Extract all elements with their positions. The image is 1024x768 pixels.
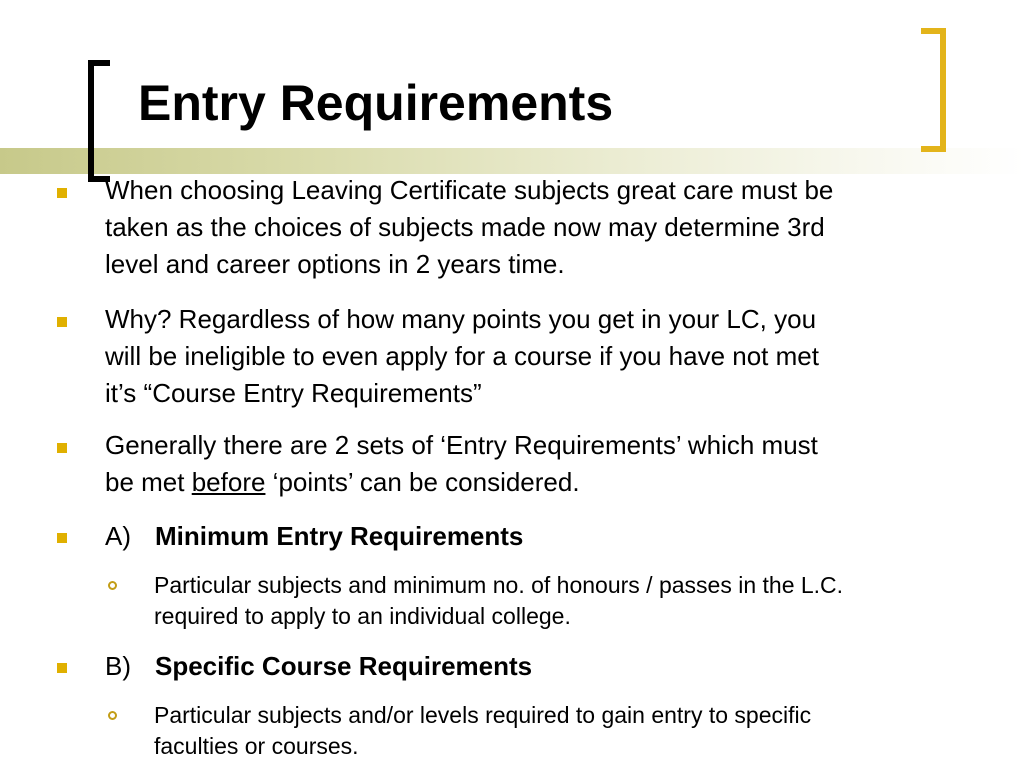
bullet-text <box>105 518 1005 555</box>
slide-title: Entry Requirements <box>138 75 614 131</box>
text-line <box>105 464 1005 501</box>
text-line: taken as the choices of subjects made now may determine 3rd <box>105 212 825 242</box>
left-bracket-decoration <box>86 60 112 182</box>
sub-bullet-text <box>154 570 1004 632</box>
sub-bullet-text <box>154 700 1004 762</box>
bullet-text <box>105 301 1005 412</box>
text-segment: be met <box>105 467 192 497</box>
item-heading: Minimum Entry Requirements <box>155 521 524 551</box>
text-line: required to apply to an individual college. <box>154 603 571 629</box>
square-bullet-icon <box>57 663 67 673</box>
right-bracket-decoration <box>918 28 948 152</box>
text-line: Particular subjects and minimum no. of honours / passes in the L.C. <box>154 572 844 598</box>
square-bullet-icon <box>57 188 67 198</box>
header-band <box>0 148 1024 174</box>
text-line: When choosing Leaving Certificate subjects great care must be <box>105 175 834 205</box>
text-line: level and career options in 2 years time. <box>105 249 565 279</box>
bullet-text <box>105 172 1005 283</box>
text-line: it’s “Course Entry Requirements” <box>105 378 482 408</box>
item-prefix: A) <box>105 521 131 551</box>
text-line: Why? Regardless of how many points you get in your LC, you <box>105 304 817 334</box>
text-line: faculties or courses. <box>154 733 359 759</box>
bullet-text <box>105 648 1005 685</box>
text-line: Particular subjects and/or levels required to gain entry to specific <box>154 702 812 728</box>
circle-bullet-icon <box>108 711 117 720</box>
circle-bullet-icon <box>108 581 117 590</box>
square-bullet-icon <box>57 317 67 327</box>
underlined-emphasis: before <box>191 467 266 497</box>
text-line: will be ineligible to even apply for a course if you have not met <box>105 341 819 371</box>
bullet-text <box>105 427 1005 501</box>
item-prefix: B) <box>105 651 131 681</box>
item-heading: Specific Course Requirements <box>155 651 533 681</box>
text-segment: ‘points’ can be considered. <box>265 467 580 497</box>
text-line: Generally there are 2 sets of ‘Entry Requirements’ which must <box>105 430 818 460</box>
square-bullet-icon <box>57 533 67 543</box>
square-bullet-icon <box>57 443 67 453</box>
